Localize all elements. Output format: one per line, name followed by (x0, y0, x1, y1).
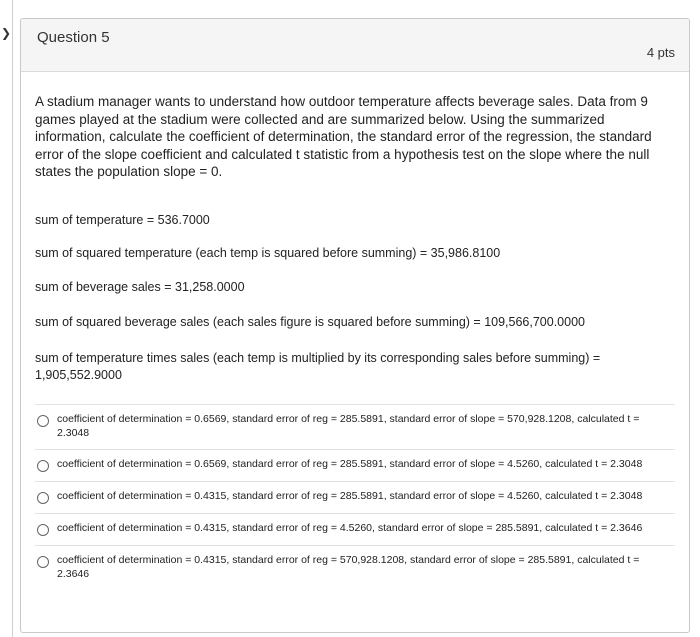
radio-button[interactable] (37, 524, 49, 536)
answer-option-label: coefficient of determination = 0.6569, standard error of reg = 285.5891, standard error of slope = 570,928.1208, calculated t = 2.3048 (57, 412, 640, 439)
left-panel-strip (0, 0, 13, 637)
answer-option[interactable] (35, 545, 675, 590)
radio-button[interactable] (37, 492, 49, 504)
chevron-right-icon[interactable]: ❯ (1, 26, 12, 40)
question-card (20, 18, 690, 633)
question-points: 4 pts (646, 45, 675, 60)
fact-sum-squared-sales: sum of squared beverage sales (each sales figure is squared before summing) = 109,566,700.0000 (35, 314, 585, 329)
radio-button[interactable] (37, 556, 49, 568)
answer-option[interactable] (35, 449, 675, 481)
fact-sum-temp-times-sales: sum of temperature times sales (each temp is multiplied by its corresponding sales before summing) = 1,905,552.9000 (35, 350, 601, 382)
answer-option-label: coefficient of determination = 0.4315, standard error of reg = 4.5260, standard error of slope = 285.5891, calculated t = 2.3646 (57, 521, 643, 534)
fact-sum-squared-temperature: sum of squared temperature (each temp is squared before summing) = 35,986.8100 (35, 245, 501, 260)
radio-button[interactable] (37, 460, 49, 472)
answer-option-label: coefficient of determination = 0.6569, standard error of reg = 285.5891, standard error of slope = 4.5260, calculated t = 2.3048 (57, 457, 643, 470)
answer-option-label: coefficient of determination = 0.4315, standard error of reg = 285.5891, standard error of slope = 4.5260, calculated t = 2.3048 (57, 489, 643, 502)
answer-options (35, 404, 675, 590)
radio-button[interactable] (37, 415, 49, 427)
answer-option[interactable] (35, 404, 675, 449)
answer-option[interactable] (35, 481, 675, 513)
answer-option[interactable] (35, 513, 675, 545)
question-text: A stadium manager wants to understand how outdoor temperature affects beverage sales. Data from 9 games played at the stadium were collected and are summarized below. Using the summarized information, calculate the coefficient of determination, the standard error of the regression, the standard error of the slope coefficient and calculated t statistic from a hypothesis test on the slope where the null states the population slope = 0. (35, 94, 652, 179)
fact-sum-beverage-sales: sum of beverage sales = 31,258.0000 (35, 279, 245, 294)
answer-option-label: coefficient of determination = 0.4315, standard error of reg = 570,928.1208, standard error of slope = 285.5891, calculated t = 2.3646 (57, 553, 640, 580)
question-title: Question 5 (37, 29, 110, 46)
fact-sum-temperature: sum of temperature = 536.7000 (35, 212, 210, 227)
question-header (21, 19, 689, 72)
question-body (21, 93, 689, 590)
